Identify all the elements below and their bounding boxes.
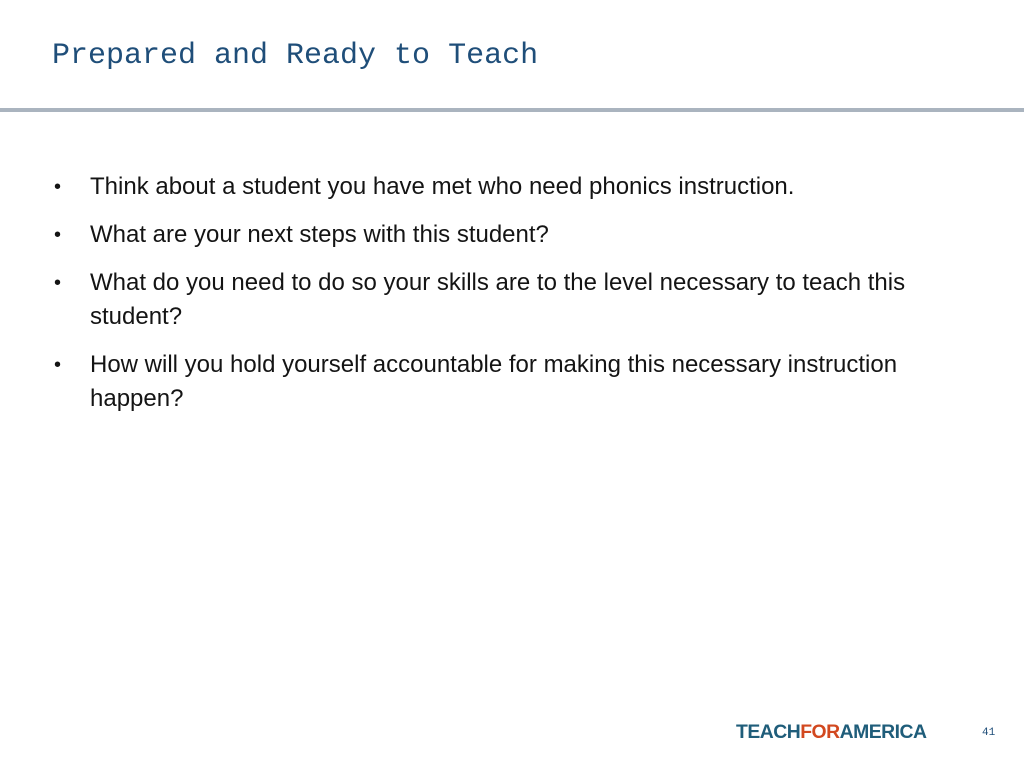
logo-part-america: AMERICA — [839, 722, 927, 743]
bullet-icon: • — [54, 354, 62, 376]
bullet-text: Think about a student you have met who need phonics instruction. — [90, 173, 795, 200]
bullet-item — [48, 348, 948, 416]
bullet-list — [48, 170, 948, 430]
bullet-icon: • — [54, 176, 62, 198]
bullet-item — [48, 170, 948, 204]
bullet-text: How will you hold yourself accountable for making this necessary instruction happen? — [90, 351, 898, 412]
logo-part-teach: TEACH — [736, 722, 801, 743]
page-number: 41 — [982, 727, 996, 739]
bullet-text: What do you need to do so your skills are to the level necessary to teach this student? — [90, 269, 906, 330]
bullet-icon: • — [54, 224, 62, 246]
slide-title: Prepared and Ready to Teach — [52, 39, 539, 73]
bullet-icon: • — [54, 272, 62, 294]
teach-for-america-logo — [736, 721, 926, 745]
logo-part-for: FOR — [800, 722, 840, 743]
bullet-item — [48, 266, 948, 334]
bullet-text: What are your next steps with this student? — [90, 221, 549, 248]
title-divider — [0, 108, 1024, 112]
bullet-item — [48, 218, 948, 252]
